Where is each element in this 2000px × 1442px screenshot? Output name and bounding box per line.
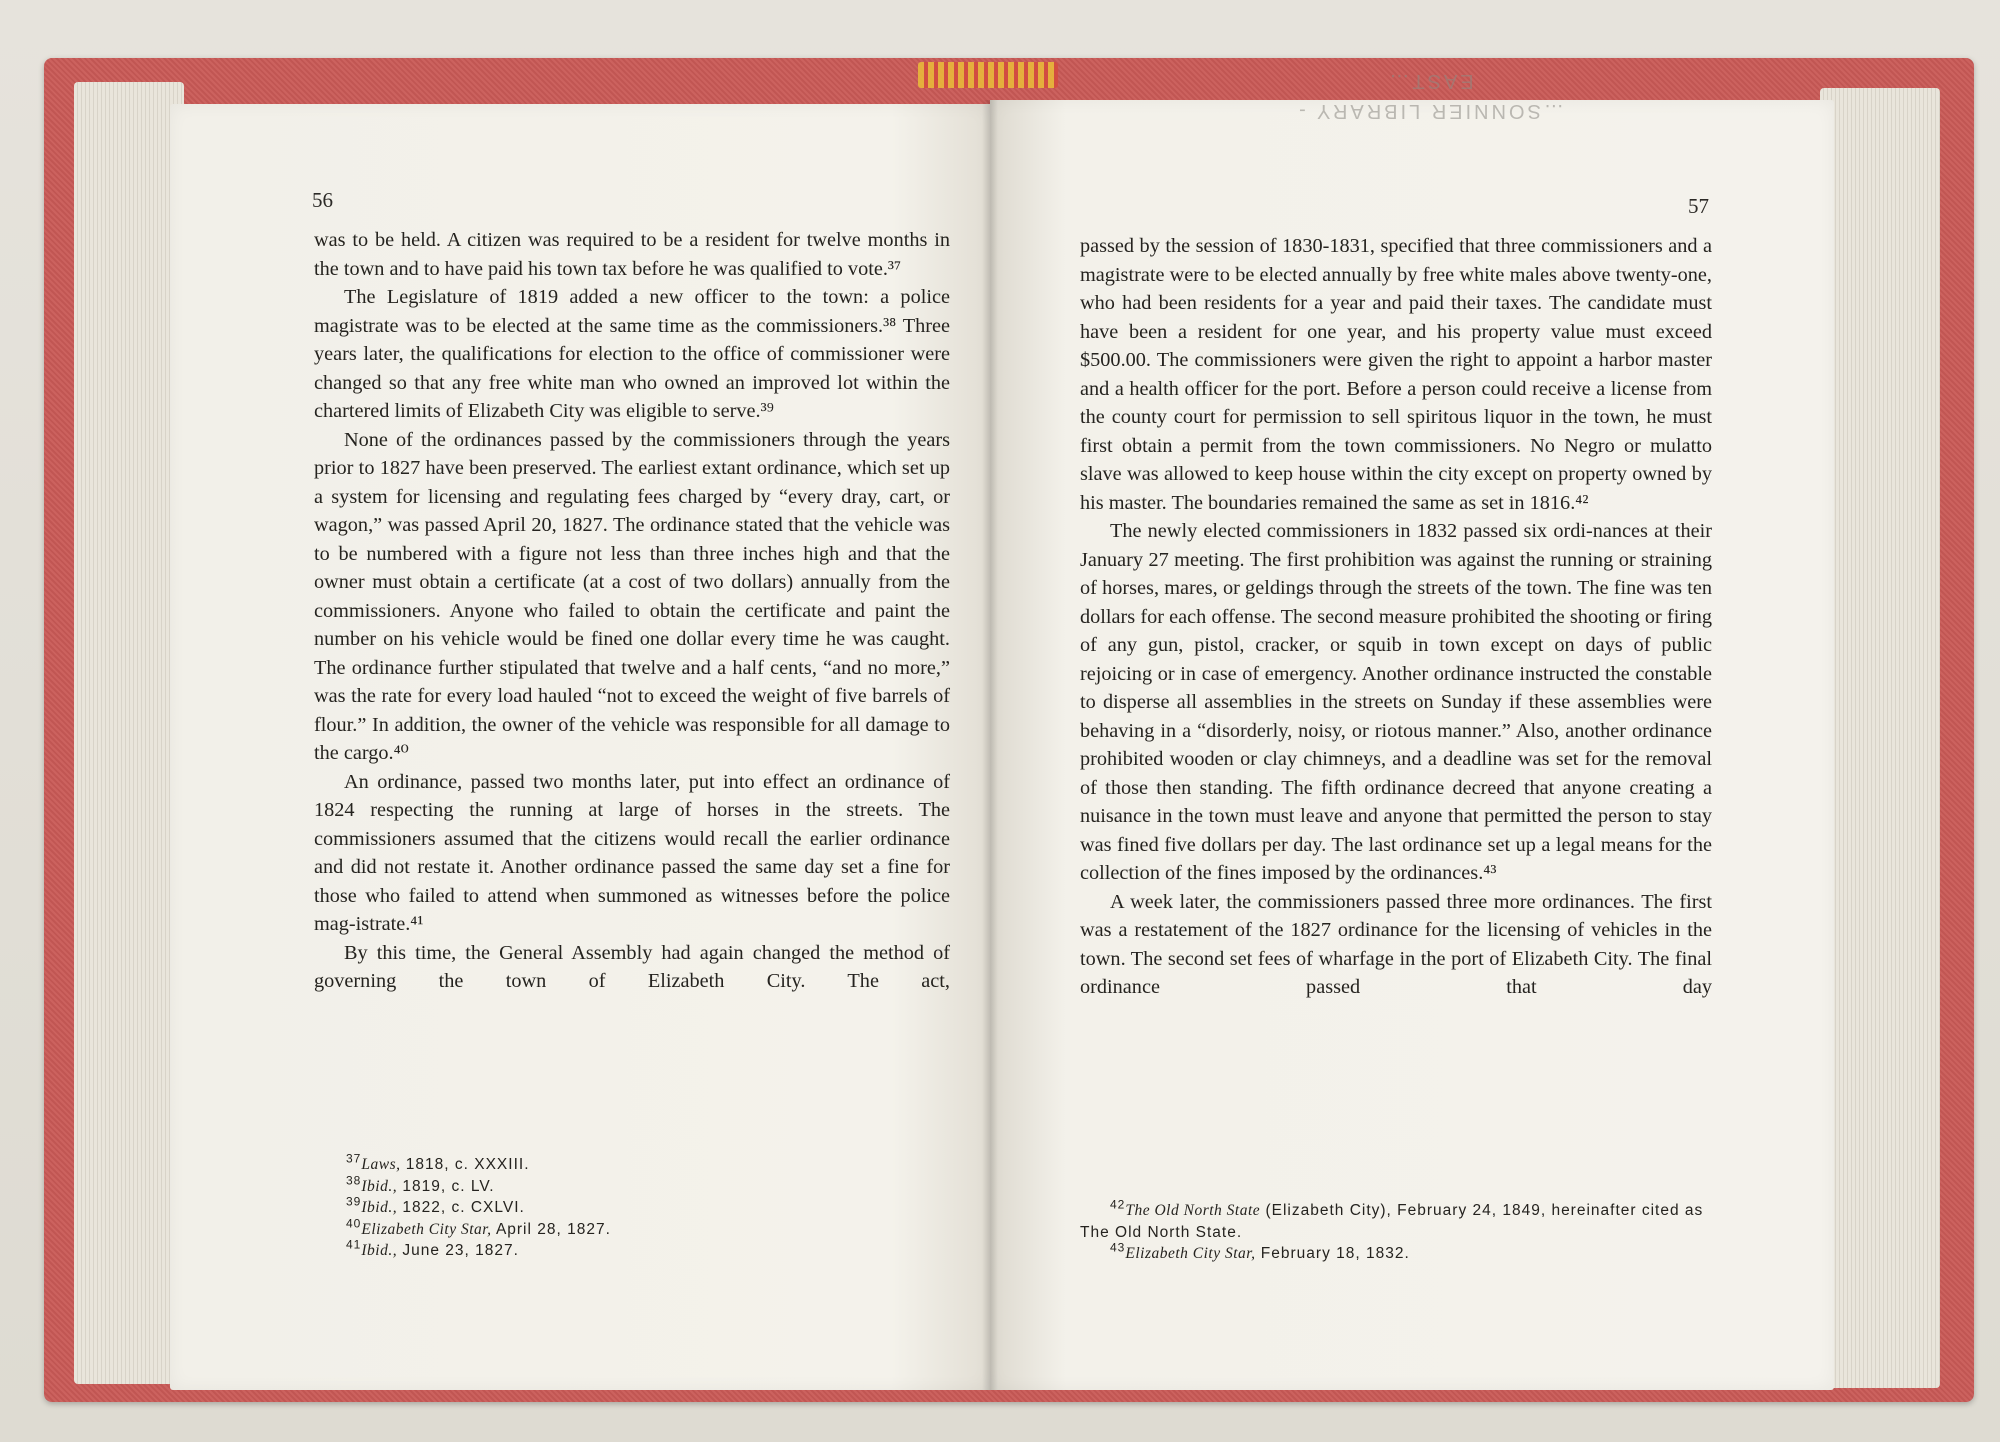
paragraph: The newly elected commissioners in 1832 passed six ordi-nances at their January 27 meeting. The first prohibition was against the running or straining of horses, mares, or geldings through the streets of the town. The fine was ten dollars for each offense. The second measure prohibited the shooting or firing of any gun, pistol, cracker, or squib in town except on days of public rejoicing or in case of emergency. Another ordinance instructed the constable to disperse all assemblies in the streets on Sunday if these assemblies were behaving in a “disorderly, noisy, or riotous manner.” Also, another ordinance prohibited wooden or clay chimneys, and a deadline was set for the removal of those then standing. The fifth ordinance decreed that anyone creating a nuisance in the town must leave and anyone that permitted the person to stay was fined five dollars per day. The last ordinance set up a legal means for the collection of the fines imposed by the ordinances.⁴³ bbox=[1080, 520, 1712, 884]
paragraph: The Legislature of 1819 added a new officer to the town: a police magistrate was to be elected at the same time as the commissioners.³⁸ Three years later, the qualifications for election to the office of commissioner were changed so that any free white man who owned an improved lot within the chartered limits of Elizabeth City was eligible to serve.³⁹ bbox=[314, 286, 950, 422]
paragraph: By this time, the General Assembly had again changed the method of governing the town of Elizabeth City. The act, bbox=[314, 941, 950, 992]
footnote: $^{38}$Ibid., 1819, c. LV. bbox=[346, 1172, 495, 1195]
page-block-right bbox=[1820, 88, 1940, 1388]
left-footnotes bbox=[346, 1151, 611, 1262]
footnote: $^{39}$Ibid., 1822, c. CXLVI. bbox=[346, 1194, 525, 1216]
page-block-left bbox=[74, 82, 184, 1384]
footnote: $^{42}$The Old North State (Elizabeth City), February 24, 1849, hereinafter cited as The Old North State. bbox=[1080, 1197, 1704, 1241]
footnote: $^{43}$Elizabeth City Star, February 18, 1832. bbox=[1110, 1240, 1410, 1262]
paragraph: An ordinance, passed two months later, put into effect an ordinance of 1824 respecting the running at large of horses in the streets. The commissioners assumed that the citizens would recall the earlier ordinance and did not restate it. Another ordinance passed the same day set a fine for those who failed to attend when summoned as witnesses before the police mag-istrate.⁴¹ bbox=[314, 770, 950, 935]
left-page-body bbox=[314, 226, 950, 996]
right-footnotes bbox=[1080, 1197, 1714, 1265]
book-gutter bbox=[982, 100, 998, 1390]
footnote: $^{40}$Elizabeth City Star, April 28, 1827. bbox=[346, 1215, 611, 1238]
book-headband bbox=[918, 62, 1058, 88]
footnote: $^{37}$Laws, 1818, c. XXXIII. bbox=[346, 1151, 530, 1173]
left-page-number: 56 bbox=[312, 188, 333, 212]
paragraph: was to be held. A citizen was required to be a resident for twelve months in the town and to have paid his town tax before he was qualified to vote.³⁷ bbox=[314, 229, 950, 280]
bleed-through-text: …SONNIER LIBRARY - EAST… bbox=[1296, 70, 1564, 122]
footnote: $^{41}$Ibid., June 23, 1827. bbox=[346, 1237, 519, 1259]
right-page-body bbox=[1080, 232, 1712, 1002]
paragraph: passed by the session of 1830-1831, specified that three commissioners and a magistrate were to be elected annually by free white males above twenty-one, who had been residents for a year and paid their taxes. The candidate must have been a resident for one year, and his property value must exceed $500.00. The commissioners were given the right to appoint a harbor master and a health officer for the port. Before a person could receive a license from the county court for permission to sell spiritous liquor in the town, he must first obtain a permit from the town commissioners. No Negro or mulatto slave was allowed to keep house within the city except on property owned by his master. The boundaries remained the same as set in 1816.⁴² bbox=[1080, 235, 1712, 514]
right-page-number: 57 bbox=[1688, 194, 1709, 218]
paragraph: None of the ordinances passed by the commissioners through the years prior to 1827 have been preserved. The earliest extant ordinance, which set up a system for licensing and regulating fees charged by “every dray, cart, or wagon,” was passed April 20, 1827. The ordinance stated that the vehicle was to be numbered with a figure not less than three inches high and that the owner must obtain a certificate (at a cost of two dollars) annually from the commissioners. Anyone who failed to obtain the certificate and paint the number on his vehicle would be fined one dollar every time he was caught. The ordinance further stipulated that twelve and a half cents, “and no more,” was the rate for every load hauled “not to exceed the weight of five barrels of flour.” In addition, the owner of the vehicle was responsible for all damage to the cargo.⁴⁰ bbox=[314, 428, 950, 764]
paragraph: A week later, the commissioners passed three more ordinances. The first was a restatement of the 1827 ordinance for the licensing of vehicles in the town. The second set fees of wharfage in the port of Elizabeth City. The final ordinance passed that day bbox=[1080, 890, 1712, 998]
